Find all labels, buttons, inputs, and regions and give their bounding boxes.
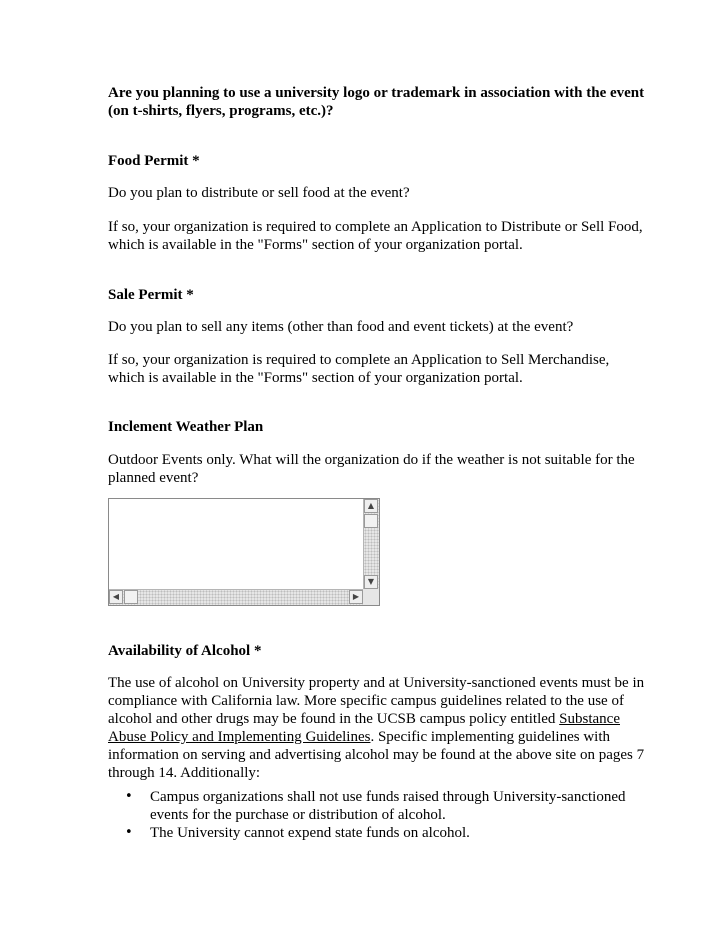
alcohol-heading: Availability of Alcohol * [108,643,262,659]
vertical-scroll-thumb[interactable] [364,514,378,528]
logo-question-line2: (on t-shirts, flyers, programs, etc.)? [108,103,334,119]
scroll-down-icon[interactable]: ▼ [364,575,378,589]
weather-question-line2: planned event? [108,470,199,486]
weather-plan-textarea[interactable] [108,498,380,606]
alcohol-line4 [108,728,610,746]
sale-permit-note-line1: If so, your organization is required to complete an Application to Sell Merchandise, [108,352,610,368]
sale-permit-note-line2: which is available in the "Forms" section of your organization portal. [108,370,523,386]
food-permit-note-line2: which is available in the "Forms" section of your organization portal. [108,237,523,253]
alcohol-rules-list [108,788,628,842]
list-item-line2: events for the purchase or distribution of alcohol. [150,807,446,823]
alcohol-line4-text: . Specific implementing guidelines with [370,729,611,745]
list-item-line1: Campus organizations shall not use funds raised through University-sanctioned [150,789,626,805]
list-item-line1: The University cannot expend state funds on alcohol. [150,825,470,841]
alcohol-line3-text: alcohol and other drugs may be found in the UCSB campus policy entitled [108,711,560,727]
alcohol-line1: The use of alcohol on University property and at University-sanctioned events must be in [108,675,645,691]
alcohol-line2: compliance with California law. More specific campus guidelines related to the use of [108,693,624,709]
weather-plan-text-area[interactable] [109,499,363,589]
scroll-up-icon[interactable]: ▲ [364,499,378,513]
alcohol-line3 [108,710,620,728]
list-item [108,788,628,824]
alcohol-line6: through 14. Additionally: [108,765,261,781]
food-permit-question: Do you plan to distribute or sell food at the event? [108,185,410,201]
sale-permit-question: Do you plan to sell any items (other than food and event tickets) at the event? [108,319,574,335]
policy-link-part2[interactable]: Abuse Policy and Implementing Guidelines [108,729,371,745]
bullet-icon: • [125,789,133,804]
list-item [108,824,628,842]
weather-heading: Inclement Weather Plan [108,419,264,435]
weather-question-line1: Outdoor Events only. What will the organization do if the weather is not suitable for the [108,452,635,468]
horizontal-scroll-thumb[interactable] [124,590,138,604]
logo-question-line1: Are you planning to use a university logo or trademark in association with the event [108,85,645,101]
food-permit-note-line1: If so, your organization is required to complete an Application to Distribute or Sell Food, [108,219,643,235]
scroll-left-icon[interactable]: ◀ [109,590,123,604]
bullet-icon: • [125,825,133,840]
sale-permit-heading: Sale Permit * [108,287,194,303]
horizontal-scrollbar[interactable] [109,589,363,605]
policy-link-part1[interactable]: Substance [559,711,620,727]
scroll-right-icon[interactable]: ▶ [349,590,363,604]
scrollbar-corner [363,589,379,605]
alcohol-line5: information on serving and advertising alcohol may be found at the above site on pages 7 [108,747,645,763]
food-permit-heading: Food Permit * [108,153,200,169]
vertical-scrollbar[interactable] [363,499,379,589]
